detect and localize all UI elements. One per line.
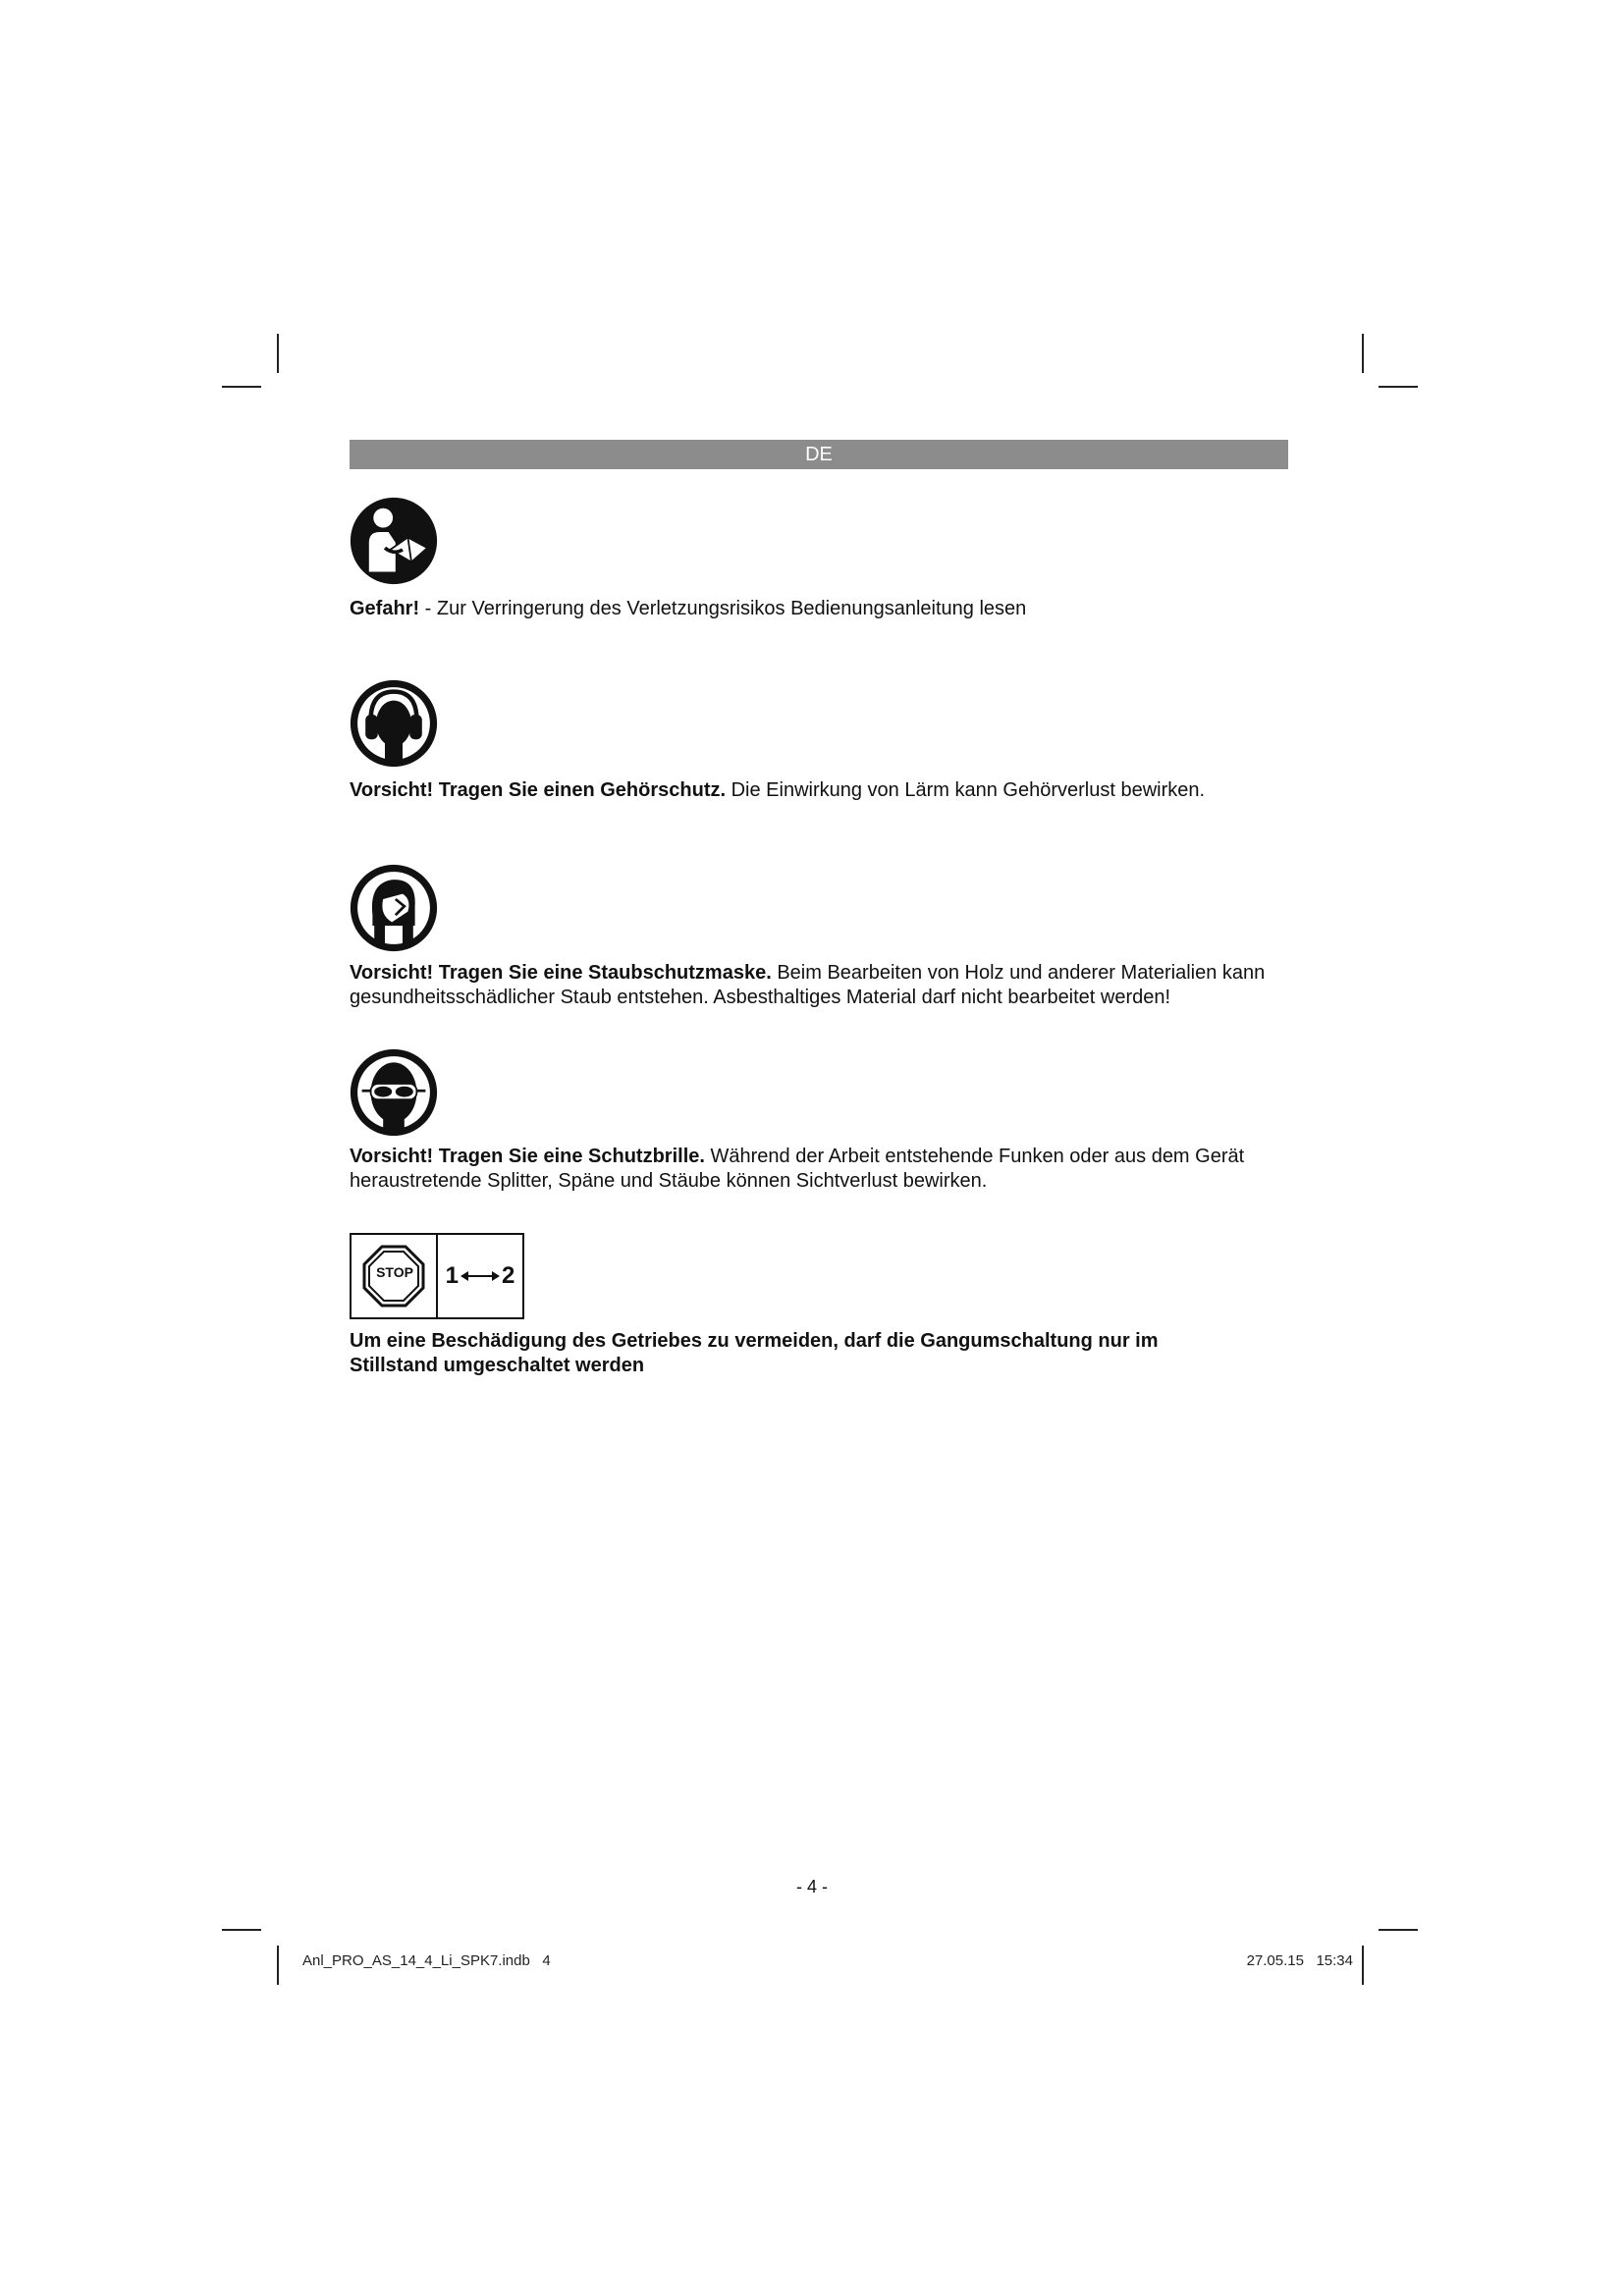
gear-to: 2 [502,1262,515,1289]
gear-switch-symbol [350,1233,524,1319]
crop-mark-top-left-horizontal [222,386,261,388]
page-number: - 4 - [795,1877,828,1896]
notice-ear-protection [350,778,1292,803]
ear-protection-icon [350,679,438,768]
crop-mark-bottom-right-vertical [1362,1946,1364,1985]
dust-mask-icon [350,864,438,952]
footer-file-name-text: Anl_PRO_AS_14_4_Li_SPK7.indb 4 [302,1952,551,1969]
crop-mark-top-left-vertical [277,334,279,373]
notice-text: Während der Arbeit entstehende Funken oder aus dem Gerät heraustretende Splitter, Späne und Stäube können Sichtverlust bewirken. [350,1146,1245,1192]
notice-text: Die Einwirkung von Lärm kann Gehörverlust bewirken. [726,779,1206,801]
language-code: DE [805,444,833,465]
footer-timestamp [1247,1952,1353,1969]
crop-mark-top-right-vertical [1362,334,1364,373]
gear-from: 1 [445,1262,459,1289]
read-manual-icon [350,497,438,585]
double-arrow-icon [460,1269,500,1283]
notice-read-manual [350,597,1292,621]
notice-text: - Zur Verringerung des Verletzungsrisikos Bedienungsanleitung lesen [419,598,1027,619]
notice-bold: Gefahr! [350,598,420,619]
notice-text: Beim Bearbeiten von Holz und anderer Materialien kann gesundheitsschädlicher Staub entstehen. Asbesthaltiges Material darf nicht bearbeitet werden! [350,962,1266,1008]
notice-bold: Vorsicht! Tragen Sie eine Schutzbrille. [350,1146,705,1167]
notice-bold: Vorsicht! Tragen Sie eine Staubschutzmaske. [350,962,772,984]
notice-gear-switch [350,1329,1233,1378]
safety-goggles-icon [350,1048,438,1137]
crop-mark-bottom-left-vertical [277,1946,279,1985]
notice-bold: Vorsicht! Tragen Sie einen Gehörschutz. [350,779,727,801]
notice-safety-goggles [350,1145,1292,1194]
crop-mark-bottom-right-horizontal [1379,1929,1418,1931]
stop-sign-cell [352,1235,438,1317]
crop-mark-top-right-horizontal [1379,386,1418,388]
footer-file-name [302,1952,551,1969]
footer-timestamp-text: 27.05.15 15:34 [1246,1952,1353,1969]
gear-change-cell [438,1235,522,1317]
notice-bold: Um eine Beschädigung des Getriebes zu vermeiden, darf die Gangumschaltung nur im Stillstand umgeschaltet werden [350,1330,1159,1376]
stop-label: STOP [376,1264,413,1280]
notice-dust-mask [350,961,1292,1010]
language-header-bar [350,440,1288,469]
crop-mark-bottom-left-horizontal [222,1929,261,1931]
